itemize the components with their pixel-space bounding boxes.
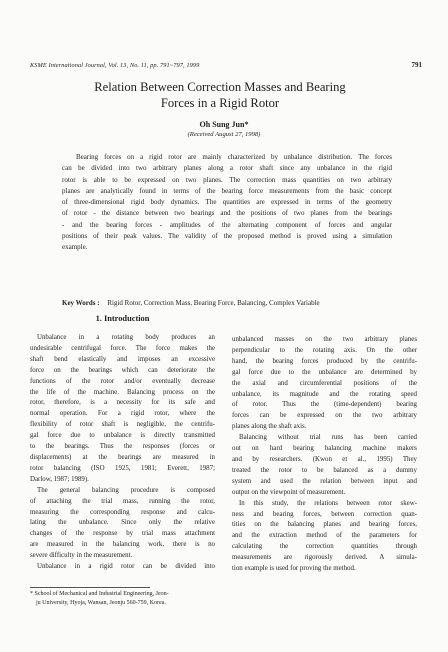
body-line: planes along the shaft axis. [232,423,307,431]
body-line: to the bearings. Thus the responses (forces or [30,443,215,451]
body-line: Unbalance in a rigid rotor can be divided into [37,563,215,571]
abstract-line: positions of their peak values. The validity of the proposed method is proved using a simulation [62,232,392,241]
body-line: the life of the machine. Balancing process on the [30,388,215,396]
footnote-line: ju University, Hyoja, Wansan, Jeonju 560-759, Korea. [36,599,166,606]
body-line: system and used the relation between input and [232,477,417,485]
body-line: displacements) at the bearings are measured in [30,453,215,461]
body-line: measuring the corresponding response and calcu- [30,508,215,516]
body-line: tion example is used for proving the method. [232,565,356,573]
abstract-line: Bearing forces on a rigid rotor are mainly characterized by unbalance distribution. The forces [76,153,392,161]
body-line: hand, the bearing forces produced by the centrifu- [232,357,417,365]
body-line: gal force due to unbalance is directly transmitted [30,432,215,440]
body-line: force on the bearings which can deteriorate the [30,366,215,374]
body-line: In this study, the relations between rotor skew- [239,499,417,507]
section-heading: 1. Introduction [95,314,150,323]
body-line: functions of the rotor and/or eventually decrease [30,377,215,385]
body-line: changes of the response by trial mass attachment [30,530,215,538]
body-line: unbalance, its magnitude and the rotating speed [232,390,417,398]
body-line: unbalanced masses on the two arbitrary planes [232,336,417,343]
title-line: Forces in a Rigid Rotor [160,96,280,110]
received-date: (Received August 27, 1998) [187,131,261,138]
abstract-line: of three-dimensional rigid body dynamics. The quantities are expressed in terms of the geometry [62,198,392,207]
body-line: ness and bearing forces, between correction quan- [232,510,417,518]
body-line: are measured in the balancing work, there is no [30,541,215,549]
abstract [62,152,392,254]
body-line: Darlow, 1987; 1989). [30,475,89,483]
body-line: out on hard bearing balancing machine makers [232,445,417,453]
body-line: calculating the correction quantities through [232,543,417,551]
body-line: of rotor. Thus the (time-dependent) bearing [232,401,417,409]
abstract-line: example. [62,243,88,252]
body-line: of attaching the trial mass, running the rotor, [30,497,215,505]
body-line: flexibility of rotor shaft is negligible, the centrifu- [30,421,215,429]
body-line: lating the unbalance. Since only the relative [30,519,215,527]
body-line: treated the rotor to be balanced as a dummy [232,466,417,474]
body-line: tities on the balancing planes and bearing forces, [232,521,417,529]
body-line: measurements are rigorously derived. A simula- [232,554,417,562]
footnote-divider [30,587,150,588]
body-line: output on the viewpoint of measurement. [232,488,346,496]
keywords-value: Rigid Rotor, Correction Mass, Bearing Force, Balancing, Complex Variable [107,299,320,307]
body-line: shaft bend elastically and imposes an excessive [30,355,215,363]
author-name: Oh Sung Jun* [199,120,249,129]
body-line: Unbalance in a rotating body produces an [37,334,215,341]
body-line: and the extraction method of the parameters for [232,532,417,540]
abstract-line: rotor is able to be expressed on two planes. The correction mass quantities on two arbitrary [62,175,392,184]
body-line: The general balancing procedure is composed [37,486,215,494]
left-column [30,333,215,573]
keywords [62,299,402,307]
body-line: undesirable centrifugal force. The force makes the [30,344,215,352]
body-line: normal operation. For a rigid rotor, where the [30,410,215,418]
right-column [232,335,417,575]
body-line: Balancing without trial runs has been carried [239,434,417,442]
body-line: severe difficulty in the measurement. [30,552,133,560]
body-line: gal force due to the unbalance are determined by [232,368,417,376]
footnote-line: * School of Mechanical and Industrial Engineering, Jeon- [30,591,169,597]
abstract-line: - and the bearing forces - amplitudes of the alternating component of forces and angular [62,220,392,229]
page-number: 791 [411,61,422,69]
title-line: Relation Between Correction Masses and Bearing [94,80,346,94]
body-line: the axial and circumferential positions of the [232,379,417,387]
body-line: and by researchers. (Kwon et al., 1995) They [232,455,417,463]
abstract-line: planes are analytically found in terms of the bearing force measurements from the basic concept [62,186,392,195]
body-line: perpendicular to the rotating axis. On the other [232,346,417,354]
abstract-line: of rotor - the distance between two bearings and the positions of two planes from the bearings [62,209,392,218]
body-line: rotor, therefore, is a necessity for its safe and [30,399,215,407]
footnote [30,590,215,607]
keywords-label: Key Words : [62,299,100,307]
paper-title [40,79,400,111]
abstract-line: can be divided into two arbitrary planes along a rotor shaft since any unbalance in the rigid [62,164,392,173]
journal-citation: KSME International Journal, Vol. 13, No. 11, pp. 791~797, 1999 [30,62,200,69]
body-line: rotor balancing (ISO 1925, 1981; Everett, 1987; [30,464,215,472]
body-line: forces can be expressed on the two arbitrary [232,412,417,420]
